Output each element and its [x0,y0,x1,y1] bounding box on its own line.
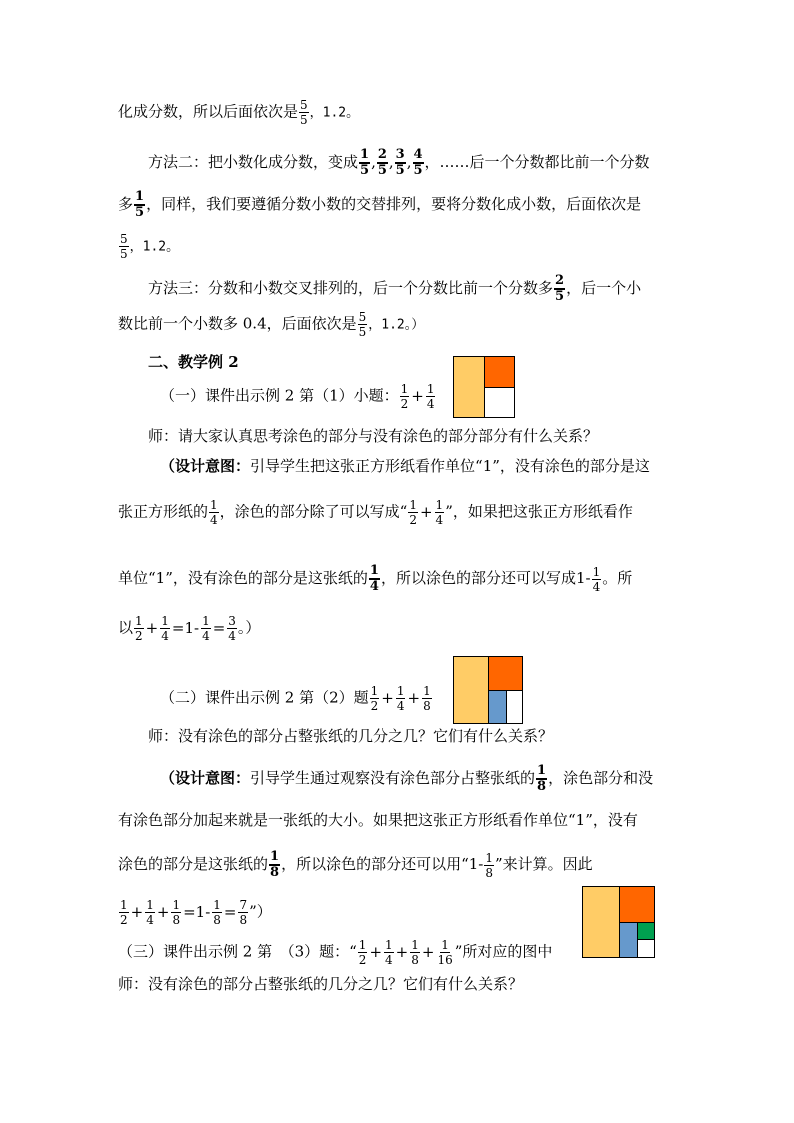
design-line: $\frac{1}{2}$ + $\frac{1}{4}$ + $\frac{1}{8}$ =1- $\frac{1}{8}$ = $\frac{7}{8}$ ”） [120,898,272,927]
white-quarter [484,387,515,418]
figure-square-2 [453,656,523,724]
paragraph-line: 方法二：把小数化成分数，变成 $\frac{1}{5}$ , $\frac{2}{5}$ , $\frac{3}{5}$ , $\frac{4}{5}$ ，……后一个分数都比前一个分数 [148,147,650,178]
fraction: $\frac{5}{5}$ [300,98,308,127]
paragraph-line: 数比前一个小数多 0.4，后面依次是 $\frac{5}{5}$ ，1.2。） [118,310,425,339]
fraction: $\frac{1}{4}$ [161,614,169,643]
fraction: $\frac{1}{8}$ [213,898,221,927]
fraction: $\frac{1}{8}$ [172,898,181,927]
figure-square-3 [582,886,655,958]
design-line: 单位“1”，没有涂色的部分是这张纸的 $\frac{1}{4}$ ，所以涂色的部分还可以写成1- $\frac{1}{4}$ 。所 [118,563,633,594]
design-line: 有涂色部分加起来就是一张纸的大小。如果把这张正方形纸看作单位“1”，没有 [118,811,638,829]
fraction: $\frac{1}{4}$ [592,564,601,594]
fraction: $\frac{5}{5}$ [358,310,367,339]
figure-square-1 [453,356,515,418]
design-line: （设计意图：引导学生把这张正方形纸看作单位“1”，没有涂色的部分是这 [160,457,650,475]
blue-eighth [619,922,638,958]
orange-quarter [484,356,515,388]
orange-quarter [488,656,523,691]
fraction: $\frac{1}{2}$ [409,498,417,527]
design-line: 涂色的部分是这张纸的 $\frac{1}{8}$ ，所以涂色的部分还可以用“1- $\frac{1}{8}$ ”来计算。因此 [118,849,593,880]
section-heading: 二、教学例 2 [148,353,239,371]
subsection-line: （二）课件出示例 2 第（2）题 $\frac{1}{2}$ + $\frac{1}{4}$ + $\frac{1}{8}$ [160,684,431,713]
fraction: $\frac{2}{5}$ [377,147,387,178]
fraction: $\frac{1}{4}$ [385,938,393,967]
fraction: $\frac{1}{8}$ [423,684,431,713]
white-sixteenth [637,939,655,958]
fraction: $\frac{1}{16}$ [437,938,453,967]
fraction: $\frac{1}{4}$ [210,498,218,527]
subsection-line: （一）课件出示例 2 第（1）小题： $\frac{1}{2}$ + $\frac{1}{4}$ [160,382,435,411]
fraction: $\frac{1}{2}$ [358,938,367,967]
fraction: $\frac{1}{4}$ [435,498,444,527]
design-line: （设计意图：引导学生通过观察没有涂色部分占整张纸的 $\frac{1}{8}$ ，涂色部分和没 [160,763,654,794]
white-eighth [506,690,523,724]
fraction: $\frac{1}{8}$ [411,938,419,967]
fraction: $\frac{1}{4}$ [369,563,379,594]
fraction: $\frac{1}{2}$ [400,382,409,411]
fraction: $\frac{1}{4}$ [426,382,435,411]
design-line: 张正方形纸的 $\frac{1}{4}$ ，涂色的部分除了可以写成“ $\frac{1}{2}$ + $\frac{1}{4}$ ”，如果把这张正方形纸看作 [118,498,633,527]
question-line: 师：请大家认真思考涂色的部分与没有涂色的部分部分有什么关系？ [148,427,599,445]
yellow-half [453,656,489,724]
fraction: $\frac{2}{5}$ [555,273,565,304]
fraction: $\frac{1}{2}$ [370,684,379,713]
fraction: $\frac{1}{4}$ [146,898,154,927]
fraction: $\frac{3}{4}$ [228,614,236,643]
fraction: $\frac{1}{5}$ [135,189,145,220]
paragraph-line: 化成分数，所以后面依次是 $\frac{5}{5}$ ，1.2。 [118,98,360,127]
orange-quarter [619,886,655,923]
fraction: $\frac{3}{5}$ [395,147,405,178]
blue-eighth [488,690,507,724]
fraction: $\frac{1}{8}$ [270,849,280,880]
paragraph-line: 方法三：分数和小数交叉排列的，后一个分数比前一个分数多 $\frac{2}{5}$ ，后一个小 [148,273,642,304]
design-line: 以 $\frac{1}{2}$ + $\frac{1}{4}$ =1- $\frac{1}{4}$ = $\frac{3}{4}$ 。） [118,614,261,643]
question-line: 师：没有涂色的部分占整张纸的几分之几？它们有什么关系？ [148,727,554,745]
paragraph-line: 多 $\frac{1}{5}$ ，同样，我们要遵循分数小数的交替排列，要将分数化成小数，后面依次是 [118,189,642,220]
yellow-half [582,886,620,958]
paragraph-line: $\frac{5}{5}$ ，1.2。 [120,232,180,261]
fraction: $\frac{1}{8}$ [485,850,493,880]
fraction: $\frac{1}{2}$ [135,614,143,643]
subsection-line: （三）课件出示例 2 第 （3）题：“ $\frac{1}{2}$ + $\frac{1}{4}$ + $\frac{1}{8}$ + $\frac{1}{16}$ ”所对应的图中 [118,938,553,967]
yellow-half [453,356,485,418]
fraction: $\frac{4}{5}$ [413,147,423,178]
question-line: 师：没有涂色的部分占整张纸的几分之几？它们有什么关系？ [118,975,524,993]
fraction: $\frac{1}{2}$ [120,898,128,927]
fraction: $\frac{1}{8}$ [537,763,547,794]
fraction: $\frac{7}{8}$ [239,898,248,927]
fraction: $\frac{1}{4}$ [396,684,405,713]
fraction: $\frac{1}{5}$ [360,147,370,178]
fraction: $\frac{5}{5}$ [120,232,128,261]
green-sixteenth [637,922,655,940]
fraction: $\frac{1}{4}$ [202,614,210,643]
